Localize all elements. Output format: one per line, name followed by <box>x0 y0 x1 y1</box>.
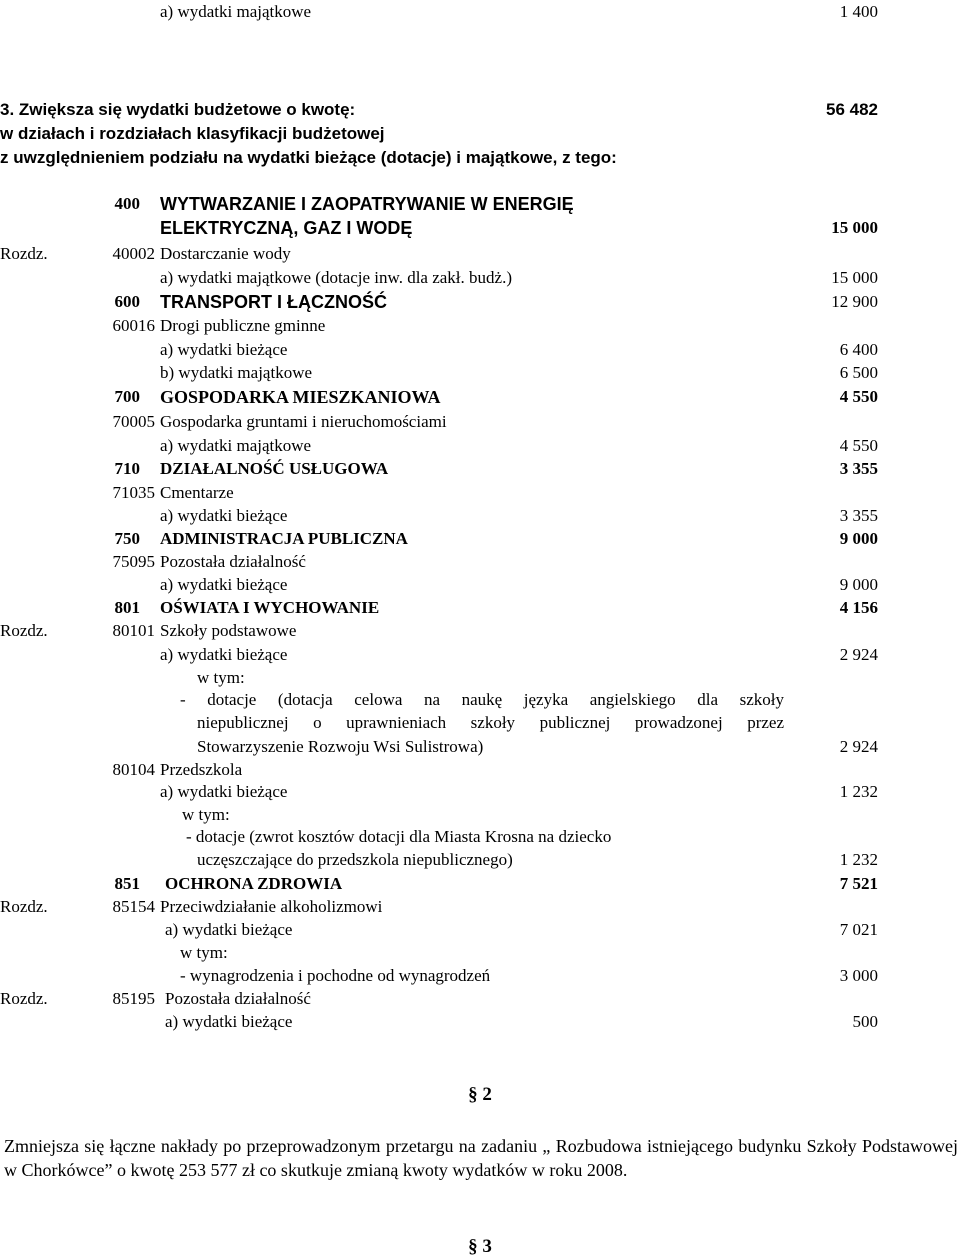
dzial-750-title: ADMINISTRACJA PUBLICZNA <box>160 529 408 548</box>
dzial-851-title: OCHRONA ZDROWIA <box>165 874 343 893</box>
dzial-400-title-1: WYTWARZANIE I ZAOPATRYWANIE W ENERGIĘ <box>160 194 574 214</box>
rozdzial-80104-dotacje-amount: 1 232 <box>839 850 878 869</box>
rozdzial-80101-dotacje-2: niepublicznej o uprawnieniach szkoły publicznej prowadzonej przez <box>197 713 784 732</box>
rozdz-label: Rozdz. <box>0 897 48 916</box>
rozdzial-40002-amount: 15 000 <box>831 268 878 287</box>
dzial-750-amount: 9 000 <box>839 529 878 548</box>
rozdzial-40002-line: a) wydatki majątkowe (dotacje inw. dla zakł. budż.) <box>160 268 512 287</box>
rozdzial-80104-a-amount: 1 232 <box>839 782 878 801</box>
rozdzial-60016-a-label: a) wydatki bieżące <box>160 340 288 359</box>
rozdzial-71035-code: 71035 <box>112 483 155 502</box>
dzial-600-amount: 12 900 <box>831 292 878 311</box>
rozdzial-60016-b-label: b) wydatki majątkowe <box>160 363 313 382</box>
dzial-400-code: 400 <box>114 194 140 213</box>
rozdzial-71035-a-amount: 3 355 <box>839 506 878 525</box>
dzial-851-code: 851 <box>114 874 140 893</box>
rozdzial-80104-wtym: w tym: <box>182 805 230 824</box>
rozdzial-80104-dotacje-1: - dotacje (zwrot kosztów dotacji dla Miasta Krosna na dziecko <box>186 827 612 846</box>
dzial-710-amount: 3 355 <box>839 459 878 478</box>
intro-line-1: 3. Zwiększa się wydatki budżetowe o kwotę: <box>0 100 356 119</box>
rozdz-label: Rozdz. <box>0 244 48 263</box>
dzial-801-amount: 4 156 <box>839 598 878 617</box>
intro-line-3: z uwzględnieniem podziału na wydatki bieżące (dotacje) i majątkowe, z tego: <box>0 148 617 167</box>
rozdzial-80104-dotacje-2: uczęszczające do przedszkola niepublicznego) <box>197 850 513 869</box>
rozdzial-85195-name: Pozostała działalność <box>165 989 311 1008</box>
dzial-700-title: GOSPODARKA MIESZKANIOWA <box>160 387 441 407</box>
rozdzial-80101-dotacje-3: Stowarzyszenie Rozwoju Wsi Sulistrowa) <box>197 737 484 756</box>
rozdzial-80104-code: 80104 <box>112 760 155 779</box>
rozdzial-80101-dotacje-amount: 2 924 <box>839 737 878 756</box>
top-line-amount: 1 400 <box>839 2 878 21</box>
rozdzial-70005-name: Gospodarka gruntami i nieruchomościami <box>160 412 447 431</box>
rozdzial-80101-name: Szkoły podstawowe <box>160 621 297 640</box>
rozdzial-60016-name: Drogi publiczne gminne <box>160 316 326 335</box>
paragraph-2-text: Zmniejsza się łączne nakłady po przeprowadzonym przetargu na zadaniu „ Rozbudowa istniejącego budynku Szkoły Podstawowej w Chorkówce” o kwotę 253 577 zł co skutkuje zmianą kwoty wydatków w roku 2008. <box>4 1136 958 1181</box>
rozdzial-71035-name: Cmentarze <box>160 483 234 502</box>
rozdzial-80104-a-label: a) wydatki bieżące <box>160 782 288 801</box>
dzial-700-code: 700 <box>114 387 140 406</box>
rozdz-label: Rozdz. <box>0 989 48 1008</box>
dzial-710-title: DZIAŁALNOŚĆ USŁUGOWA <box>160 459 389 478</box>
intro-total: 56 482 <box>826 100 878 119</box>
rozdzial-80101-code: 80101 <box>112 621 155 640</box>
rozdz-label: Rozdz. <box>0 621 48 640</box>
rozdzial-40002-name: Dostarczanie wody <box>160 244 291 263</box>
rozdzial-85154-name: Przeciwdziałanie alkoholizmowi <box>160 897 383 916</box>
dzial-700-amount: 4 550 <box>839 387 878 406</box>
rozdzial-70005-a-label: a) wydatki majątkowe <box>160 436 312 455</box>
rozdzial-85154-a-label: a) wydatki bieżące <box>165 920 293 939</box>
dzial-851-amount: 7 521 <box>839 874 878 893</box>
rozdzial-60016-b-amount: 6 500 <box>839 363 878 382</box>
rozdzial-85154-wynagrodzenia-label: - wynagrodzenia i pochodne od wynagrodzeń <box>180 966 491 985</box>
dzial-710-code: 710 <box>114 459 140 478</box>
rozdzial-80101-a-label: a) wydatki bieżące <box>160 645 288 664</box>
rozdzial-75095-name: Pozostała działalność <box>160 552 306 571</box>
dzial-600-title: TRANSPORT I ŁĄCZNOŚĆ <box>160 292 387 312</box>
dzial-801-title: OŚWIATA I WYCHOWANIE <box>160 598 380 617</box>
rozdzial-70005-a-amount: 4 550 <box>839 436 878 455</box>
top-line-label: a) wydatki majątkowe <box>160 2 312 21</box>
dzial-600-code: 600 <box>114 292 140 311</box>
rozdzial-80101-wtym: w tym: <box>197 668 245 687</box>
paragraph-3-heading: § 3 <box>468 1236 492 1257</box>
rozdzial-40002-code: 40002 <box>112 244 155 263</box>
rozdzial-85195-code: 85195 <box>112 989 155 1008</box>
rozdzial-80101-a-amount: 2 924 <box>839 645 878 664</box>
rozdzial-85195-a-amount: 500 <box>852 1012 878 1031</box>
rozdzial-85154-code: 85154 <box>112 897 155 916</box>
rozdzial-85154-a-amount: 7 021 <box>839 920 878 939</box>
paragraph-2-heading: § 2 <box>468 1084 492 1105</box>
rozdzial-85154-wtym: w tym: <box>180 943 228 962</box>
rozdzial-80104-name: Przedszkola <box>160 760 243 779</box>
dzial-801-code: 801 <box>114 598 140 617</box>
rozdzial-75095-code: 75095 <box>112 552 155 571</box>
dzial-400-title-2: ELEKTRYCZNĄ, GAZ I WODĘ <box>160 218 413 238</box>
rozdzial-60016-a-amount: 6 400 <box>839 340 878 359</box>
rozdzial-85195-a-label: a) wydatki bieżące <box>165 1012 293 1031</box>
rozdzial-71035-a-label: a) wydatki bieżące <box>160 506 288 525</box>
rozdzial-70005-code: 70005 <box>112 412 155 431</box>
rozdzial-85154-wynagrodzenia-amount: 3 000 <box>839 966 878 985</box>
rozdzial-75095-a-amount: 9 000 <box>839 575 878 594</box>
rozdzial-80101-dotacje-1: - dotacje (dotacja celowa na naukę języka angielskiego dla szkoły <box>180 690 784 709</box>
dzial-750-code: 750 <box>114 529 140 548</box>
dzial-400-amount: 15 000 <box>831 218 878 237</box>
intro-line-2: w działach i rozdziałach klasyfikacji budżetowej <box>0 124 385 143</box>
rozdzial-75095-a-label: a) wydatki bieżące <box>160 575 288 594</box>
rozdzial-60016-code: 60016 <box>112 316 155 335</box>
